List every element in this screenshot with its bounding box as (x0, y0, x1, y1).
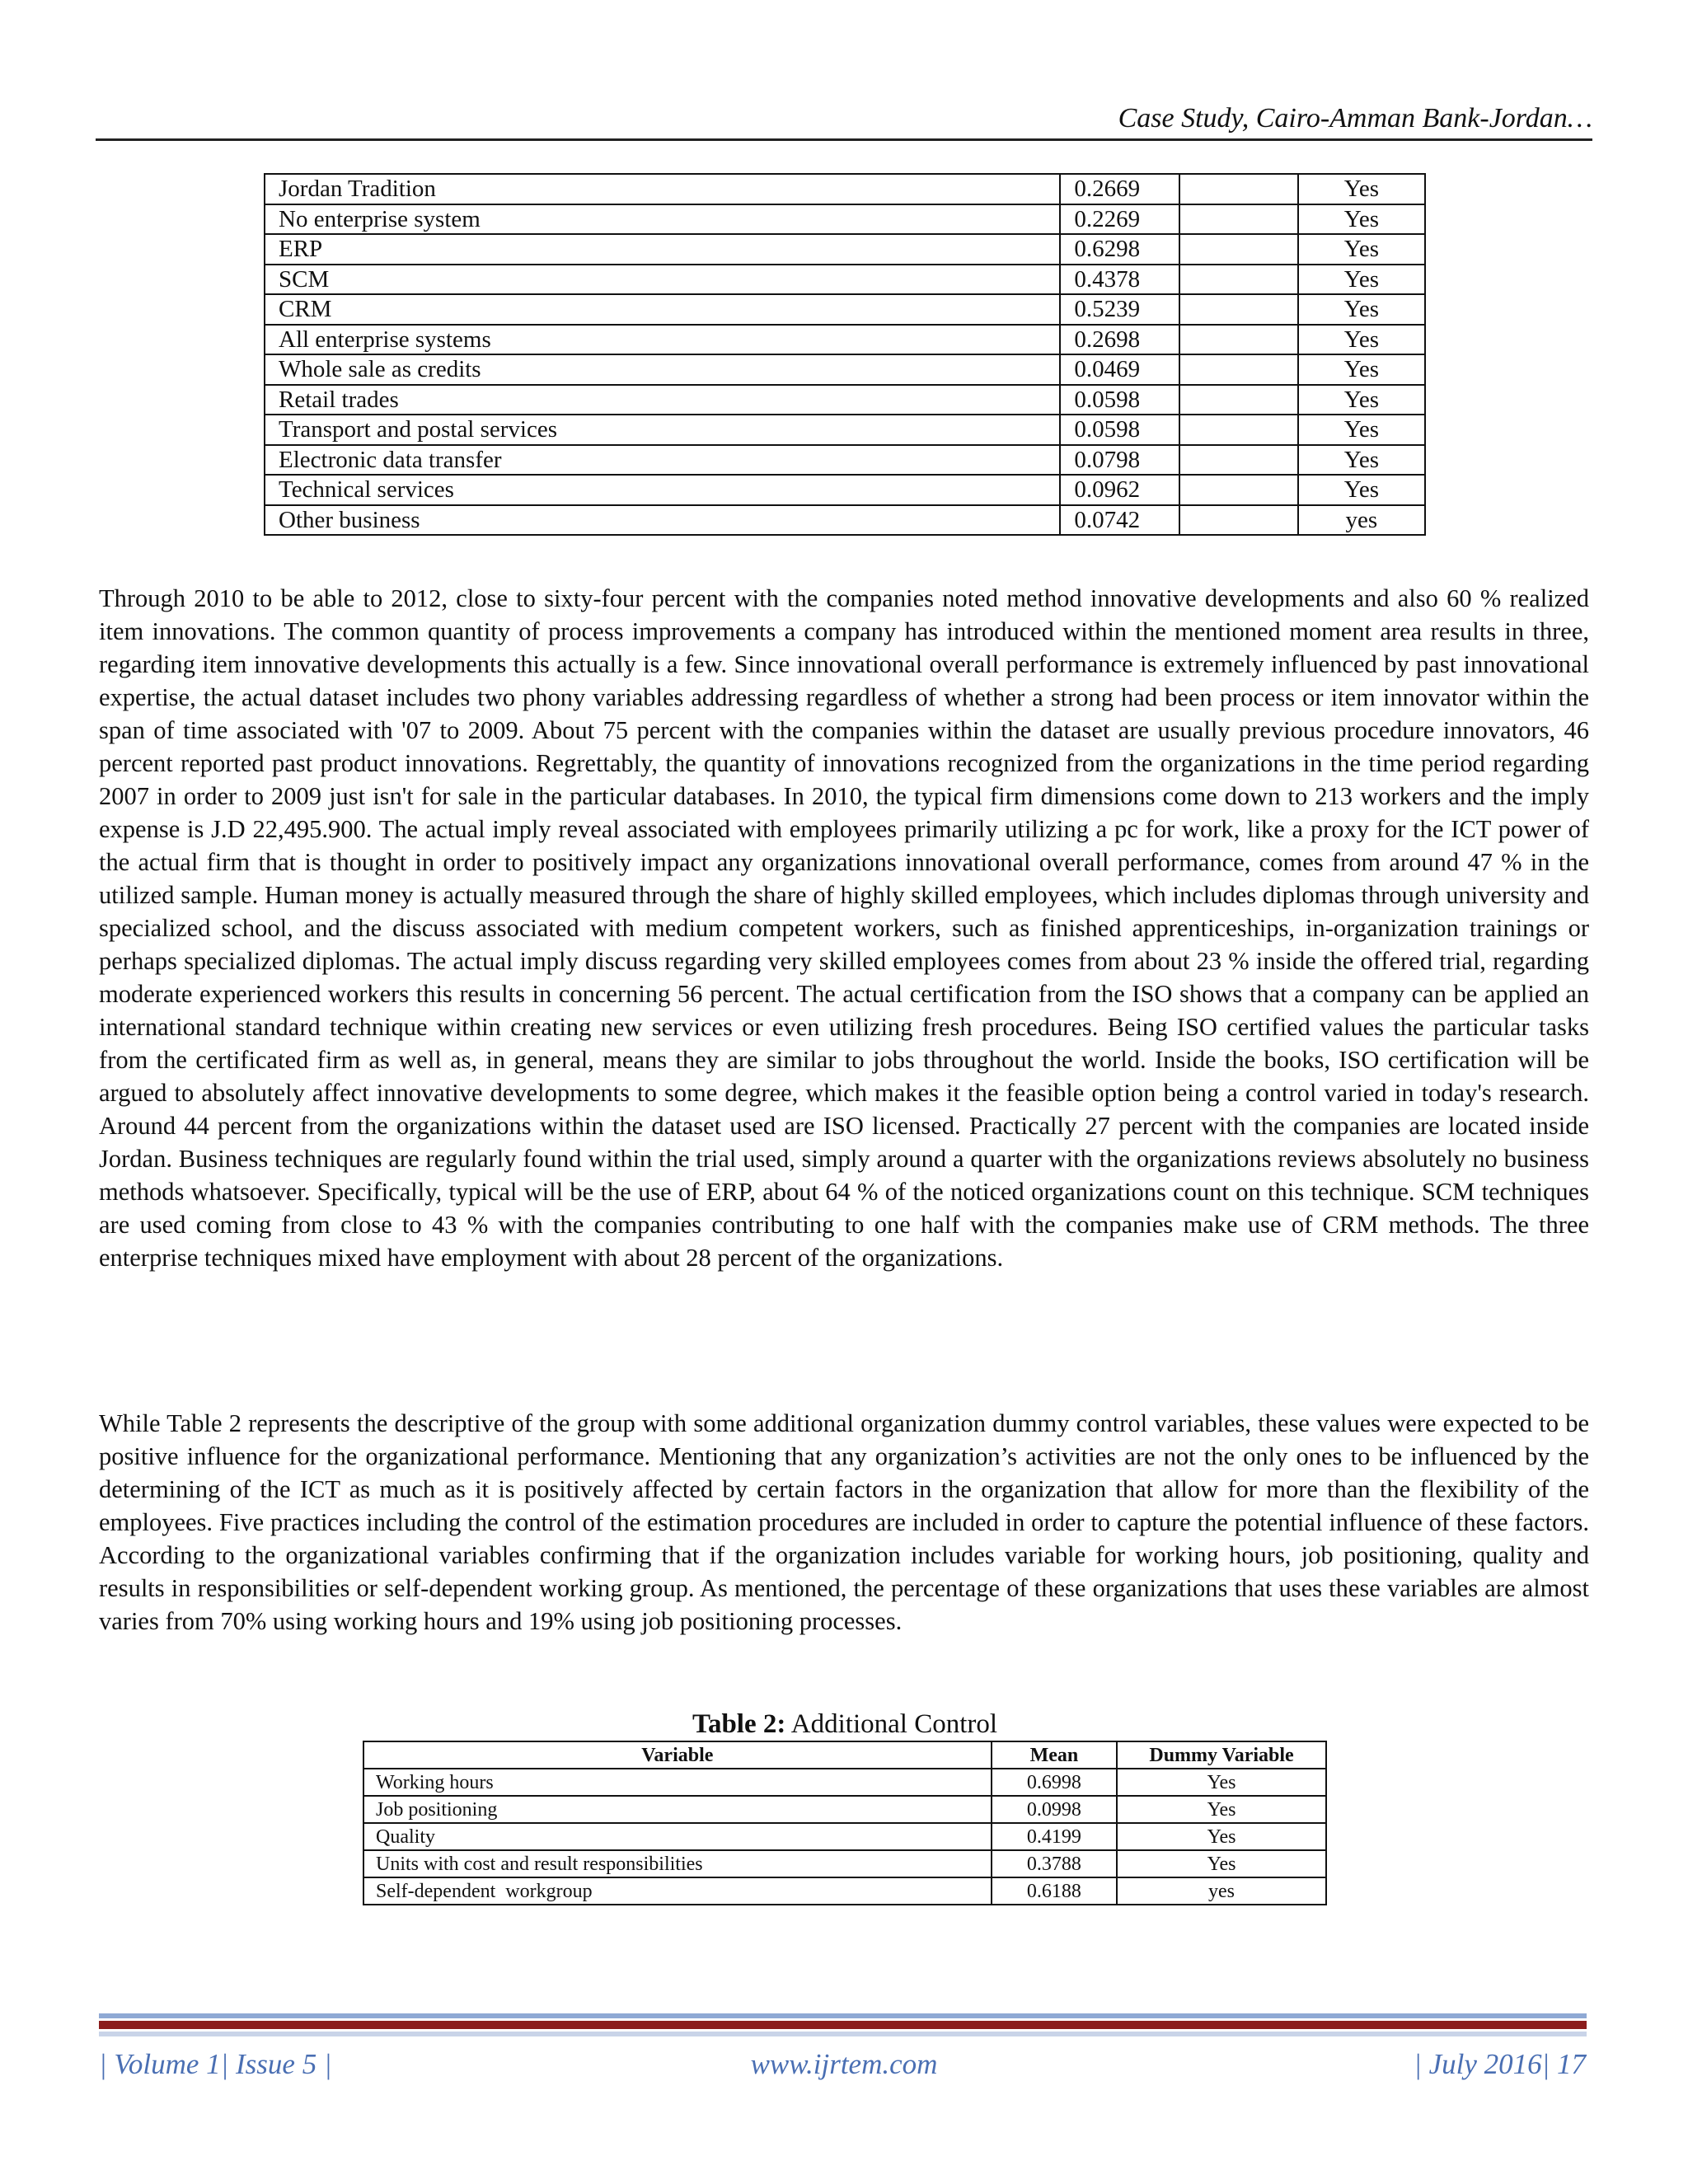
row-label: SCM (265, 265, 1060, 295)
table-caption-label: Table 2: (692, 1709, 786, 1739)
dummy-cell: Yes (1117, 1796, 1326, 1823)
footer-rule-middle (99, 2021, 1587, 2029)
row-label: Technical services (265, 475, 1060, 505)
table-row (265, 475, 1425, 505)
additional-control-table (363, 1741, 1327, 1905)
dummy-cell: yes (1117, 1877, 1326, 1905)
row-value: 0.0598 (1060, 415, 1179, 445)
dummy-cell: Yes (1117, 1769, 1326, 1796)
empty-cell (1179, 475, 1298, 505)
row-flag: Yes (1298, 174, 1425, 204)
row-flag: Yes (1298, 354, 1425, 385)
footer-rule-top (99, 2013, 1587, 2018)
row-value: 0.0742 (1060, 505, 1179, 536)
row-label: Other business (265, 505, 1060, 536)
row-label: Electronic data transfer (265, 445, 1060, 476)
row-value: 0.2669 (1060, 174, 1179, 204)
empty-cell (1179, 325, 1298, 355)
mean-cell: 0.6188 (992, 1877, 1117, 1905)
variable-cell: Self-dependent workgroup (363, 1877, 992, 1905)
row-flag: Yes (1298, 204, 1425, 235)
mean-cell: 0.6998 (992, 1769, 1117, 1796)
table-header-row (363, 1741, 1326, 1769)
variable-cell: Job positioning (363, 1796, 992, 1823)
row-flag: Yes (1298, 325, 1425, 355)
empty-cell (1179, 294, 1298, 325)
column-header-dummy: Dummy Variable (1117, 1741, 1326, 1769)
table-caption-text: Additional Control (785, 1709, 998, 1739)
row-value: 0.2698 (1060, 325, 1179, 355)
row-flag: Yes (1298, 415, 1425, 445)
row-value: 0.6298 (1060, 234, 1179, 265)
empty-cell (1179, 505, 1298, 536)
column-header-mean: Mean (992, 1741, 1117, 1769)
row-label: Whole sale as credits (265, 354, 1060, 385)
row-label: Transport and postal services (265, 415, 1060, 445)
mean-cell: 0.0998 (992, 1796, 1117, 1823)
table-row (363, 1769, 1326, 1796)
dummy-cell: Yes (1117, 1850, 1326, 1877)
variable-cell: Quality (363, 1823, 992, 1850)
empty-cell (1179, 204, 1298, 235)
table-row (265, 204, 1425, 235)
table-row (265, 234, 1425, 265)
data-table (264, 173, 1426, 536)
footer-rule-bottom (99, 2032, 1587, 2036)
row-label: No enterprise system (265, 204, 1060, 235)
variable-cell: Working hours (363, 1769, 992, 1796)
table-row (265, 415, 1425, 445)
row-label: CRM (265, 294, 1060, 325)
row-value: 0.0469 (1060, 354, 1179, 385)
empty-cell (1179, 354, 1298, 385)
row-label: All enterprise systems (265, 325, 1060, 355)
table-row (265, 385, 1425, 415)
row-flag: Yes (1298, 475, 1425, 505)
row-value: 0.0962 (1060, 475, 1179, 505)
row-value: 0.0598 (1060, 385, 1179, 415)
empty-cell (1179, 415, 1298, 445)
row-label: Jordan Tradition (265, 174, 1060, 204)
table-row (265, 325, 1425, 355)
running-title: Case Study, Cairo-Amman Bank-Jordan… (1118, 103, 1592, 134)
table-row (265, 294, 1425, 325)
table-row (363, 1796, 1326, 1823)
empty-cell (1179, 265, 1298, 295)
row-label: Retail trades (265, 385, 1060, 415)
table-row (265, 505, 1425, 536)
empty-cell (1179, 234, 1298, 265)
table-row (363, 1823, 1326, 1850)
body-paragraph-1: Through 2010 to be able to 2012, close to sixty-four percent with the companies noted method innovative developments and also 60 % realized item innovations. The common quantity of process improvements a company has introduced within the mentioned moment area results in three, regarding item innovative developments this actually is a few. Since innovational overall performance is extremely influenced by past innovational expertise, the actual dataset includes two phony variables addressing regardless of whether a strong had been process or item innovator within the span of time associated with '07 to 2009. About 75 percent with the companies within the dataset are usually previous procedure innovators, 46 percent reported past product innovations. Regrettably, the quantity of innovations recognized from the organizations in the time period regarding 2007 in order to 2009 just isn't for sale in the particular databases. In 2010, the typical firm dimensions come down to 213 workers and the imply expense is J.D 22,495.900. The actual imply reveal associated with employees primarily utilizing a pc for work, like a proxy for the ICT power of the actual firm that is thought in order to positively impact any organizations innovational overall performance, comes from around 47 % in the utilized sample. Human money is actually measured through the share of highly skilled employees, which includes diplomas through university and specialized school, and the discuss associated with medium competent workers, such as finished apprenticeships, in-organization trainings or perhaps specialized diplomas. The actual imply discuss regarding very skilled employees comes from about 23 % inside the offered trial, regarding moderate experienced workers this results in concerning 56 percent. The actual certification from the ISO shows that a company can be applied an international standard technique within creating new services or even utilizing fresh procedures. Being ISO certified values the particular tasks from the certificated firm as well as, in general, means they are similar to jobs throughout the world. Inside the books, ISO certification will be argued to absolutely affect innovative developments to some degree, which makes it the feasible option being a control varied in today's research. Around 44 percent from the organizations within the dataset used are ISO licensed. Practically 27 percent with the companies are located inside Jordan. Business techniques are regularly found within the trial used, simply around a quarter with the organizations reviews absolutely no business methods whatsoever. Specifically, typical will be the use of ERP, about 64 % of the noticed organizations count on this technique. SCM techniques are used coming from close to 43 % with the companies contributing to one half with the companies make use of CRM methods. The three enterprise techniques mixed have employment with about 28 percent of the organizations. (99, 584, 1589, 1272)
running-header (96, 99, 1592, 141)
row-flag: Yes (1298, 265, 1425, 295)
table-caption (363, 1708, 1327, 1741)
row-value: 0.2269 (1060, 204, 1179, 235)
row-label: ERP (265, 234, 1060, 265)
footer-website-text: www.ijrtem.com (750, 2048, 938, 2080)
table-row (265, 354, 1425, 385)
dummy-cell: Yes (1117, 1823, 1326, 1850)
row-value: 0.0798 (1060, 445, 1179, 476)
empty-cell (1179, 174, 1298, 204)
table-row (265, 265, 1425, 295)
row-flag: Yes (1298, 234, 1425, 265)
body-paragraph-2: While Table 2 represents the descriptive of the group with some additional organization dummy control variables, these values were expected to be positive influence for the organizational performance. Mentioning that any organization’s activities are not the only ones to be influenced by the determining of the ICT as much as it is positively affected by certain factors in the organization that allow for more than the flexibility of the employees. Five practices including the control of the estimation procedures are included in order to capture the potential influence of these factors. According to the organizational variables confirming that if the organization includes variable for working hours, job positioning, quality and results in responsibilities or self-dependent working group. As mentioned, the percentage of these organizations that uses these variables are almost varies from 70% using working hours and 19% using job positioning processes. (99, 1409, 1589, 1635)
empty-cell (1179, 445, 1298, 476)
column-header-variable: Variable (363, 1741, 992, 1769)
footer-volume-issue: | Volume 1| Issue 5 | (99, 2048, 332, 2080)
row-flag: Yes (1298, 385, 1425, 415)
table-row (363, 1877, 1326, 1905)
footer-date-page: | July 2016| 17 (1414, 2048, 1586, 2080)
row-flag: yes (1298, 505, 1425, 536)
row-flag: Yes (1298, 294, 1425, 325)
row-value: 0.4378 (1060, 265, 1179, 295)
table-row (265, 445, 1425, 476)
mean-cell: 0.3788 (992, 1850, 1117, 1877)
mean-cell: 0.4199 (992, 1823, 1117, 1850)
variable-cell: Units with cost and result responsibilities (363, 1850, 992, 1877)
table-row (265, 174, 1425, 204)
table-row (363, 1850, 1326, 1877)
empty-cell (1179, 385, 1298, 415)
row-flag: Yes (1298, 445, 1425, 476)
row-value: 0.5239 (1060, 294, 1179, 325)
